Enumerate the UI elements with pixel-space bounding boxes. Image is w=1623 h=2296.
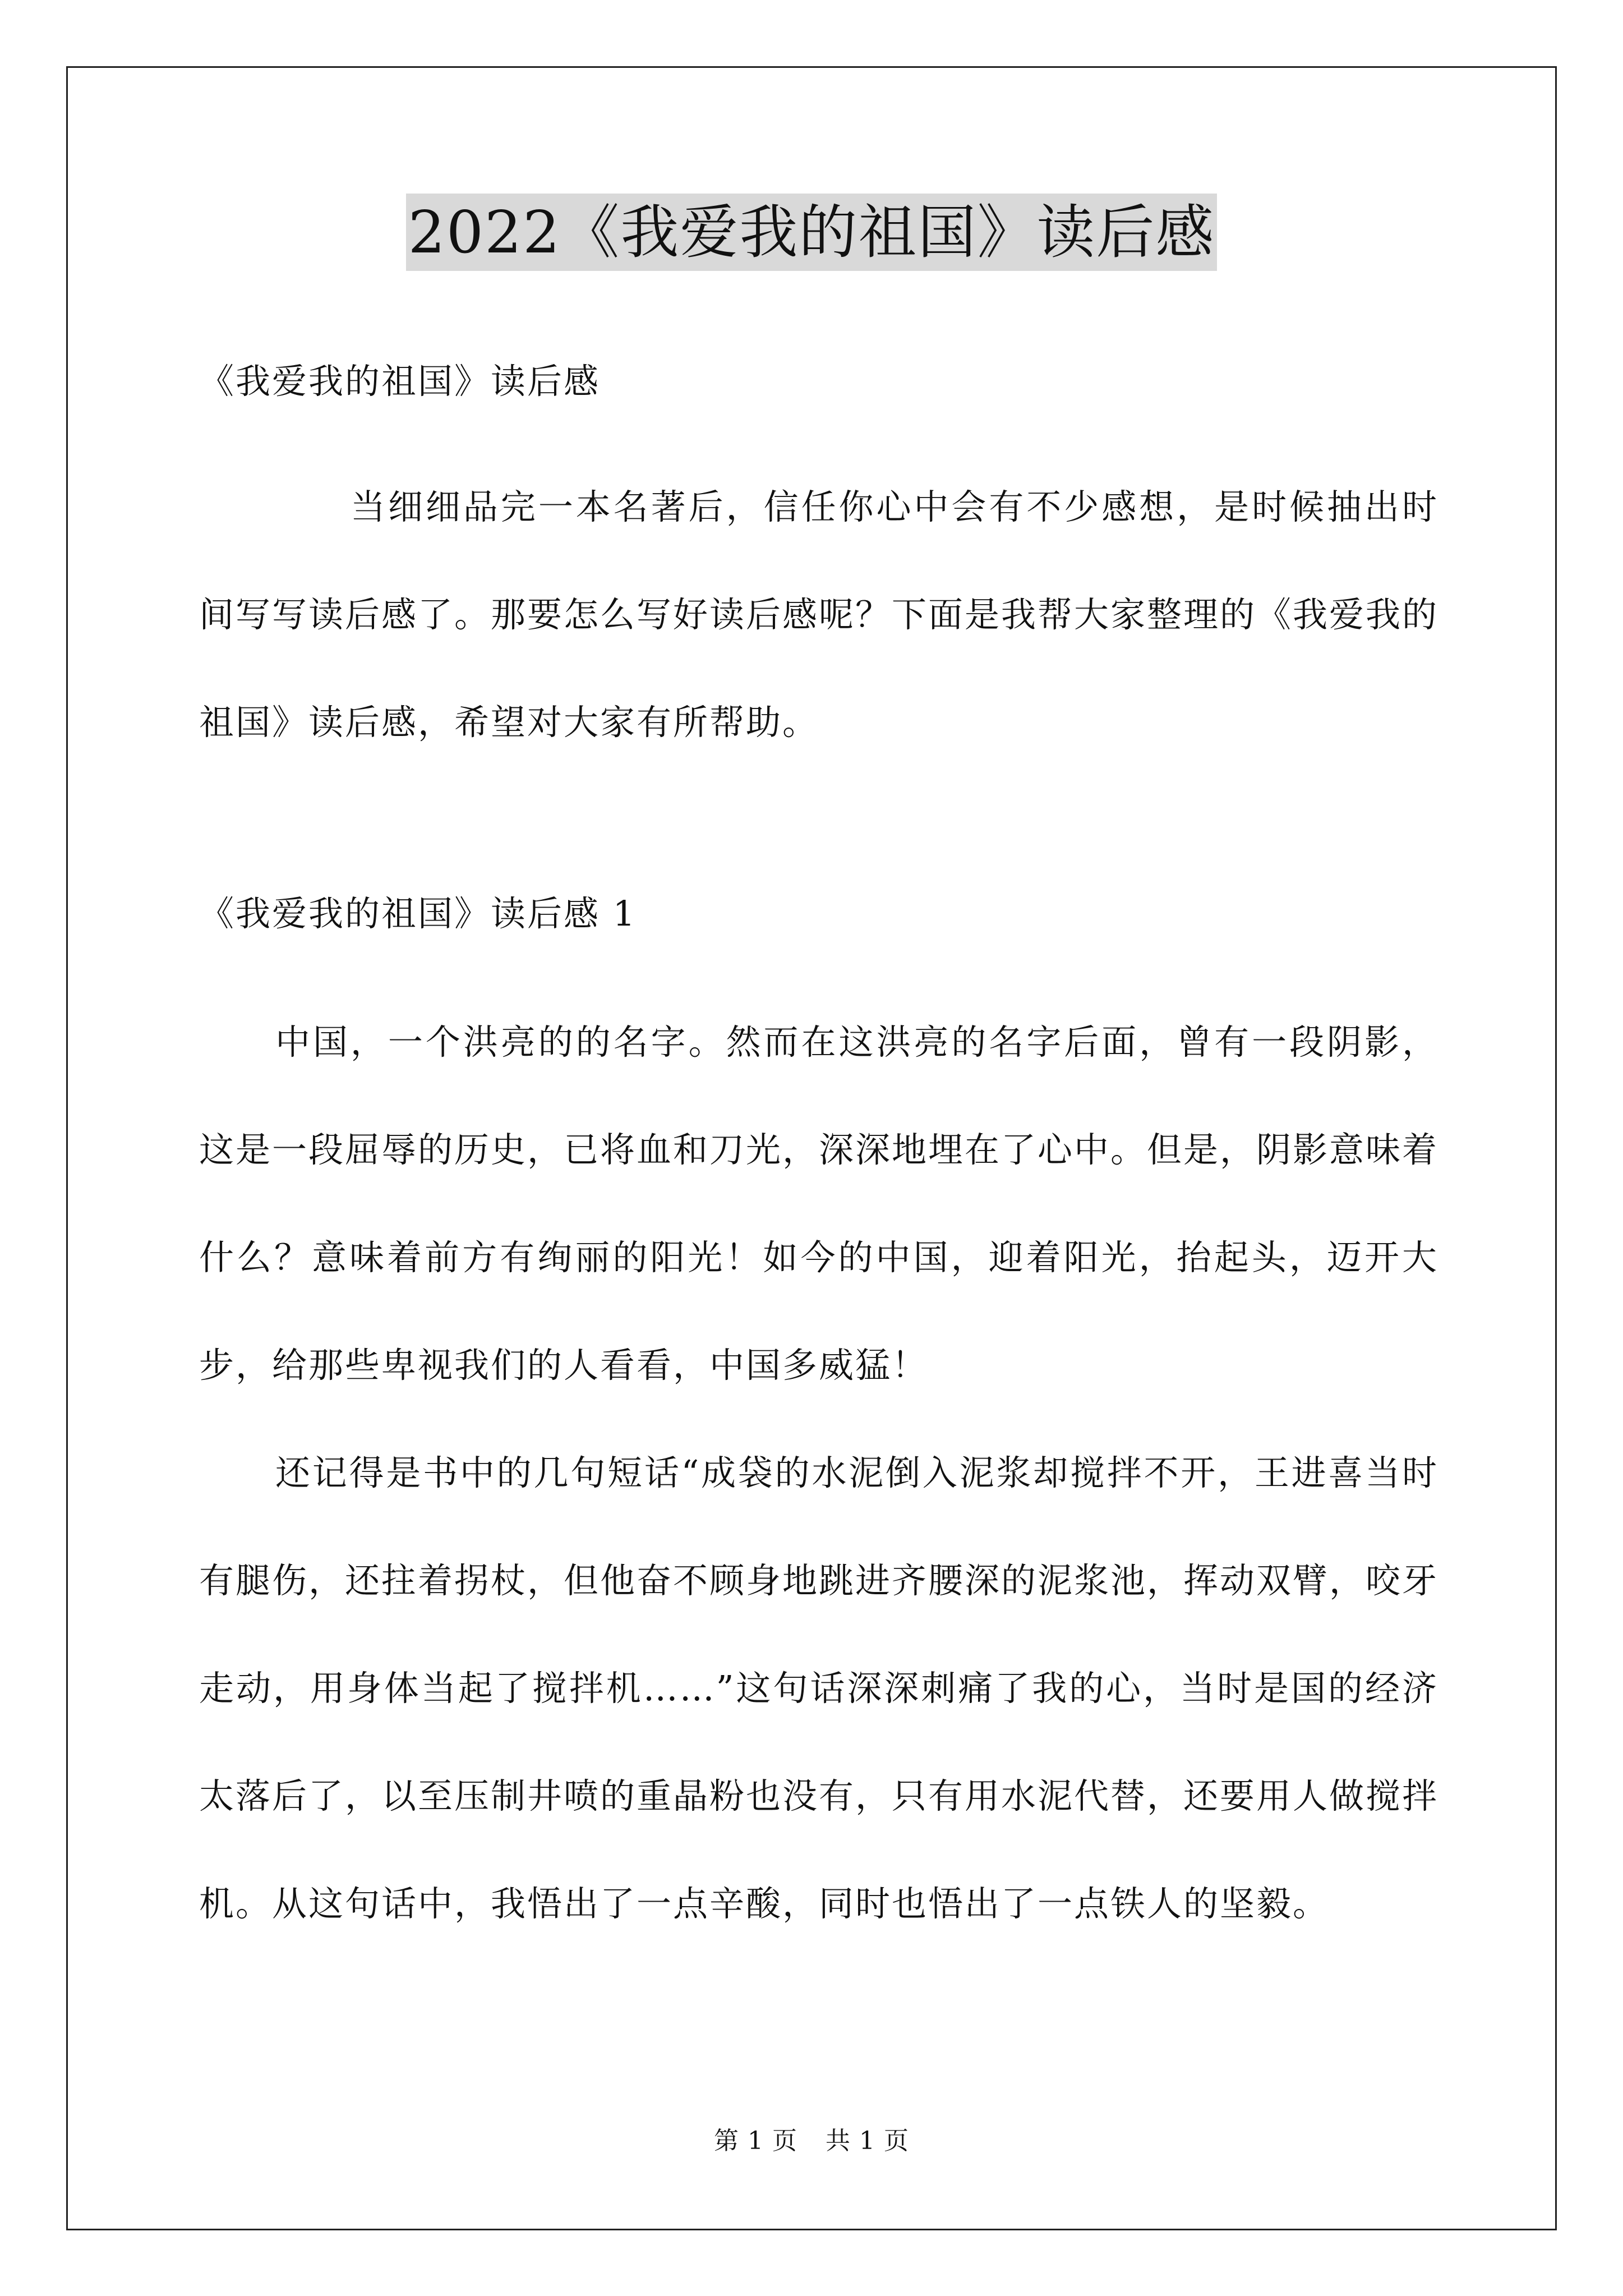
body-paragraph-1: 中国，一个洪亮的的名字。然而在这洪亮的名字后面，曾有一段阴影，这是一段屈辱的历史，已将血和刀光，深深地埋在了心中。但是，阴影意味着什么？意味着前方有绚丽的阳光！如今的中国，迎着阳光，抬起头，迈开大步，给那些卑视我们的人看看，中国多威猛！ [199, 1022, 1439, 1386]
document-title [0, 197, 1623, 268]
subtitle-block [199, 359, 1438, 404]
body-paragraph-2: 还记得是书中的几句短话“成袋的水泥倒入泥浆却搅拌不开，王进喜当时有腿伤，还拄着拐杖，但他奋不顾身地跳进齐腰深的泥浆池，挥动双臂，咬牙走动，用身体当起了搅拌机……”这句话深深刺痛了我的心，当时是国的经济太落后了，以至压制井喷的重晶粉也没有，只有用水泥代替，还要用人做搅拌机。从这句话中，我悟出了一点辛酸，同时也悟出了一点铁人的坚毅。 [199, 1452, 1439, 1924]
body-block [199, 988, 1438, 1958]
section-heading-block [199, 891, 1438, 936]
intro-paragraph: 当细细品完一本名著后，信任你心中会有不少感想，是时候抽出时间写写读后感了。那要怎么写好读后感呢？下面是我帮大家整理的《我爱我的祖国》读后感，希望对大家有所帮助。 [199, 486, 1439, 743]
page-number-current: 第 1 页 [714, 2127, 797, 2155]
document-subtitle: 《我爱我的祖国》读后感 [199, 361, 601, 402]
page-number-total: 共 1 页 [826, 2127, 909, 2155]
section-heading: 《我爱我的祖国》读后感 1 [199, 893, 637, 934]
intro-block [199, 453, 1438, 776]
document-title-text: 2022《我爱我的祖国》读后感 [406, 194, 1218, 271]
page-footer [0, 2120, 1623, 2156]
